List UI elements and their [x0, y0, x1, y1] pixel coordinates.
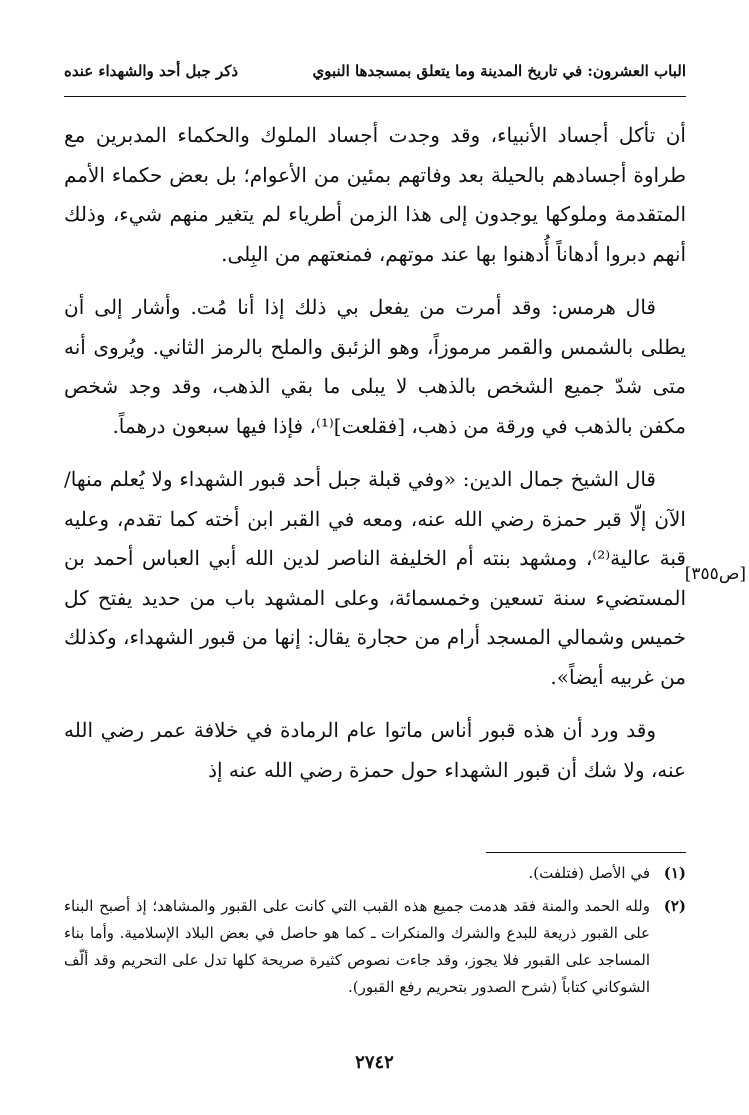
page-number: ٢٧٤٢	[355, 1052, 394, 1073]
footnote	[64, 860, 686, 887]
paragraph-1: أن تأكل أجساد الأنبياء، وقد وجدت أجساد الملوك والحكماء المدبرين مع طراوة أجسادهم بالحيلة بعد وفاتهم بمئين من الأعوام؛ بل بعض حكماء الأمم المتقدمة وملوكها يوجدون إلى هذا الزمن أطرياء لم يتغير منهم شيء، وذلك أنهم دبروا أدهاناً أُدهنوا بها عند موتهم، فمنعتهم من البِلى.	[64, 123, 686, 266]
footnote-text: ولله الحمد والمنة فقد هدمت جميع هذه القبب التي كانت على القبور والمشاهد؛ إذ أصبح البناء على القبور ذريعة للبدع والشرك والمنكرات ـ كما هو حاصل في بعض البلاد الإسلامية. وأما بناء المساجد على القبور فلا يجوز، وقد جاءت نصوص كثيرة صريحة كلها تدل على التحريم وقد ألّف الشوكاني كتاباً (شرح الصدور بتحريم رفع القبور).	[64, 897, 650, 996]
footnote-number: (١)	[663, 864, 686, 882]
main-text	[64, 116, 686, 804]
footnotes	[64, 860, 686, 1007]
chapter-title: الباب العشرون: في تاريخ المدينة وما يتعلق بمسجدها النبوي	[312, 62, 686, 80]
footnote	[64, 893, 686, 1001]
header-divider	[64, 96, 686, 97]
paragraph-3: قال الشيخ جمال الدين: «وفي قبلة جبل أحد قبور الشهداء ولا يُعلم منها/ الآن إلّا قبر حمزة رضي الله عنه، ومعه في القبر ابن أخته كما تقدم، وعليه قبة عالية⁽²⁾، ومشهد بنته أم الخليفة الناصر لدين الله أبي العباس أحمد بن المستضيء سنة تسعين وخمسمائة، وعلى المشهد باب من حديد يفتح كل خميس وشمالي المسجد أرام من حجارة يقال: إنها من قبور الشهداء، وكذلك من غربيه أيضاً».	[64, 467, 686, 689]
section-title: ذكر جبل أحد والشهداء عنده	[64, 62, 239, 80]
paragraph-4: وقد ورد أن هذه قبور أناس ماتوا عام الرمادة في خلافة عمر رضي الله عنه، ولا شك أن قبور الشهداء حول حمزة رضي الله عنه إذ	[64, 718, 686, 782]
running-header	[64, 62, 686, 88]
page-reference-marker: [ص٣٥٥]	[684, 564, 746, 584]
footnote-divider	[486, 852, 686, 853]
footnote-text: في الأصل (فتلفت).	[528, 864, 650, 882]
footnote-number: (٢)	[663, 897, 686, 915]
paragraph-2: قال هرمس: وقد أمرت من يفعل بي ذلك إذا أنا مُت. وأشار إلى أن يطلى بالشمس والقمر مرموزاً، وهو الزئبق والملح بالرمز الثاني. ويُروى أنه متى شدّ جميع الشخص بالذهب لا يبلى ما بقي الذهب، وقد وجد شخص مكفن بالذهب في ورقة من ذهب، [فقلعت]⁽¹⁾، فإذا فيها سبعون درهماً.	[64, 295, 686, 438]
